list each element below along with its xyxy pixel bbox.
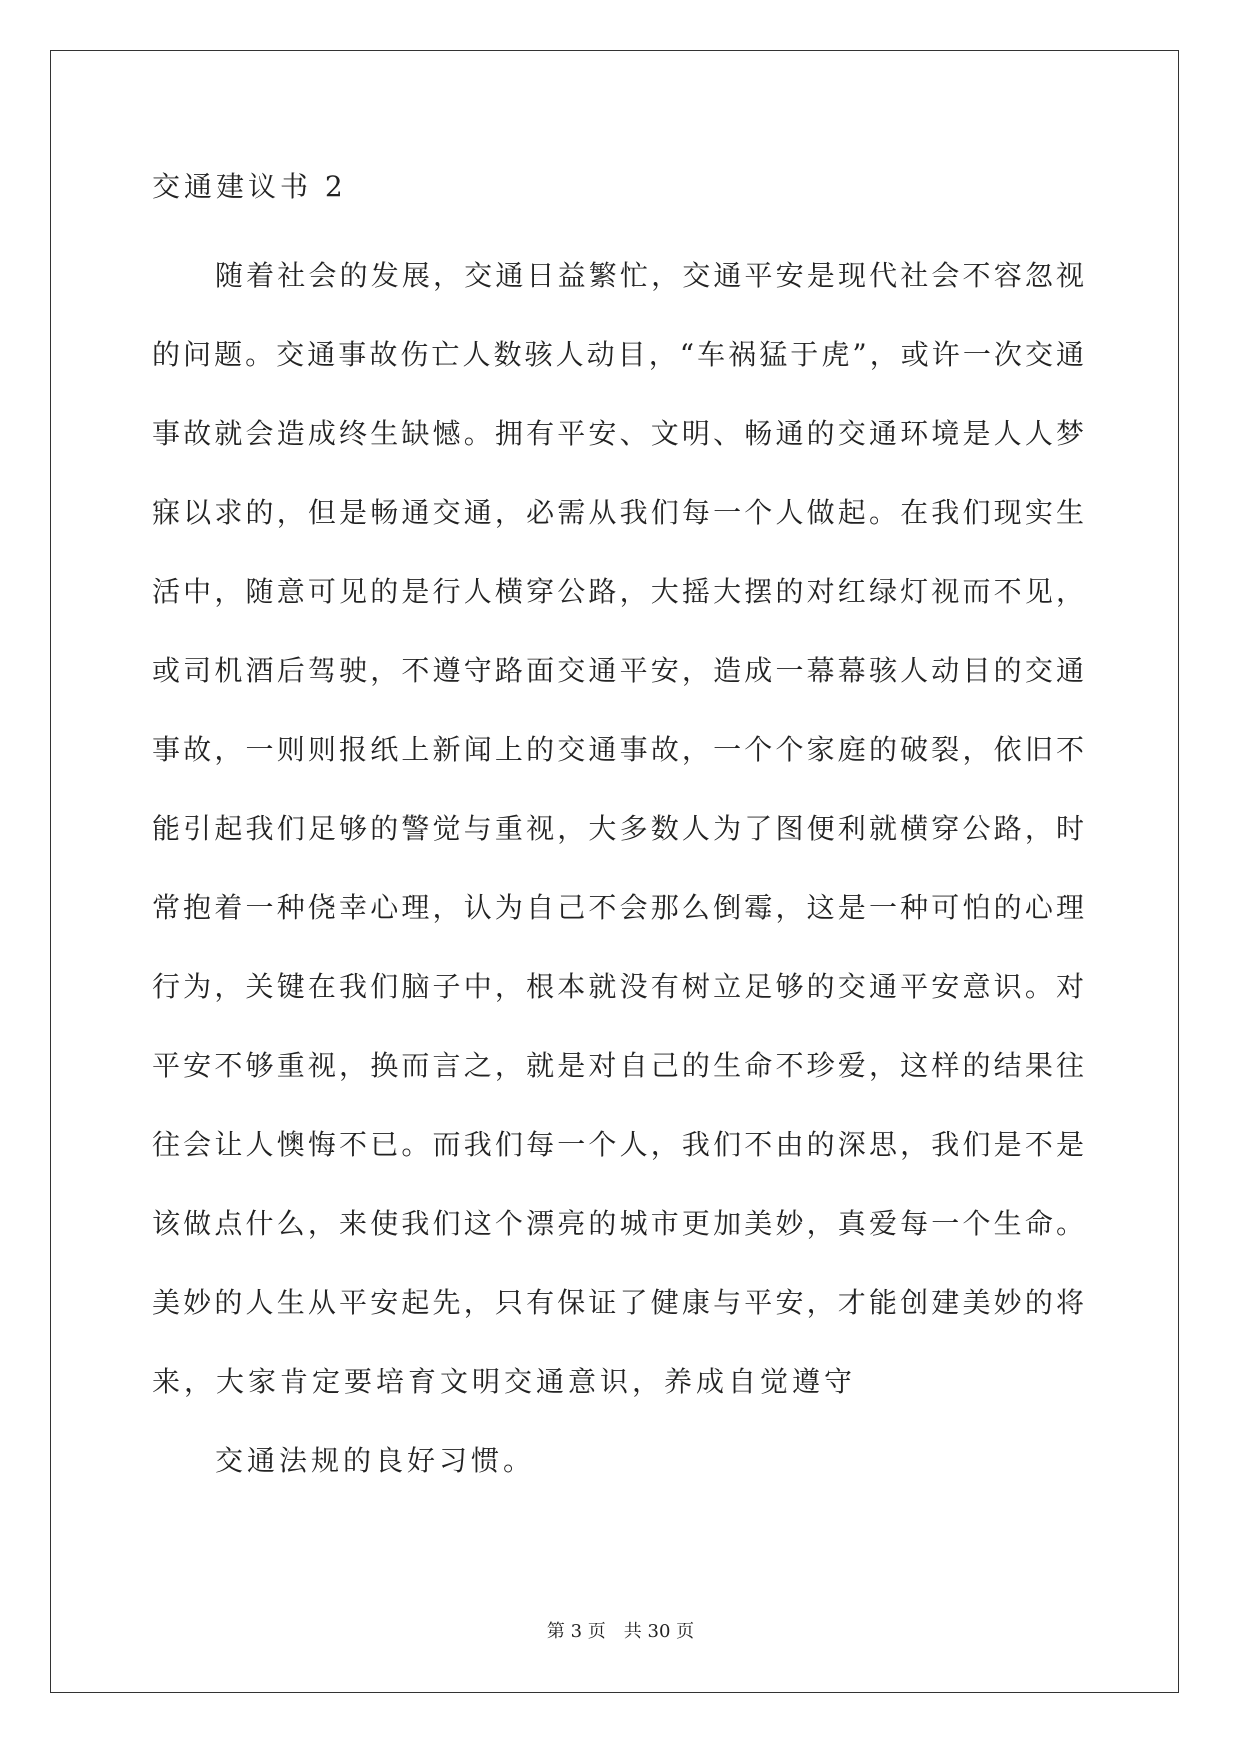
- page-number-footer: 第 3 页 共 30 页: [546, 1621, 695, 1642]
- paragraph-2: 交通法规的良好习惯。: [215, 1444, 536, 1477]
- paragraph-line: 的问题。交通事故伤亡人数骇人动目，“车祸猛于虎”，或许一次交通: [152, 338, 1084, 371]
- paragraph-line: 来，大家肯定要培育文明交通意识，养成自觉遵守: [152, 1365, 857, 1398]
- paragraph-line: 该做点什么，来使我们这个漂亮的城市更加美妙，真爱每一个生命。: [152, 1207, 1084, 1240]
- paragraph-line: 行为，关键在我们脑子中，根本就没有树立足够的交通平安意识。对: [152, 970, 1084, 1003]
- paragraph-line: 平安不够重视，换而言之，就是对自己的生命不珍爱，这样的结果往: [152, 1049, 1084, 1082]
- paragraph-line: 能引起我们足够的警觉与重视，大多数人为了图便利就横穿公路，时: [152, 812, 1084, 845]
- paragraph-line: 事故，一则则报纸上新闻上的交通事故，一个个家庭的破裂，依旧不: [152, 733, 1084, 766]
- paragraph-line: 或司机酒后驾驶，不遵守路面交通平安，造成一幕幕骇人动目的交通: [152, 654, 1084, 687]
- paragraph-line: 随着社会的发展，交通日益繁忙，交通平安是现代社会不容忽视: [215, 259, 1084, 292]
- document-title: 交通建议书 2: [152, 170, 347, 203]
- paragraph-line: 事故就会造成终生缺憾。拥有平安、文明、畅通的交通环境是人人梦: [152, 417, 1084, 450]
- paragraph-line: 活中，随意可见的是行人横穿公路，大摇大摆的对红绿灯视而不见，: [152, 575, 1084, 608]
- paragraph-line: 美妙的人生从平安起先，只有保证了健康与平安，才能创建美妙的将: [152, 1286, 1084, 1319]
- paragraph-line: 常抱着一种侥幸心理，认为自己不会那么倒霉，这是一种可怕的心理: [152, 891, 1084, 924]
- paragraph-line: 寐以求的，但是畅通交通，必需从我们每一个人做起。在我们现实生: [152, 496, 1084, 529]
- paragraph-line: 往会让人懊悔不已。而我们每一个人，我们不由的深思，我们是不是: [152, 1128, 1084, 1161]
